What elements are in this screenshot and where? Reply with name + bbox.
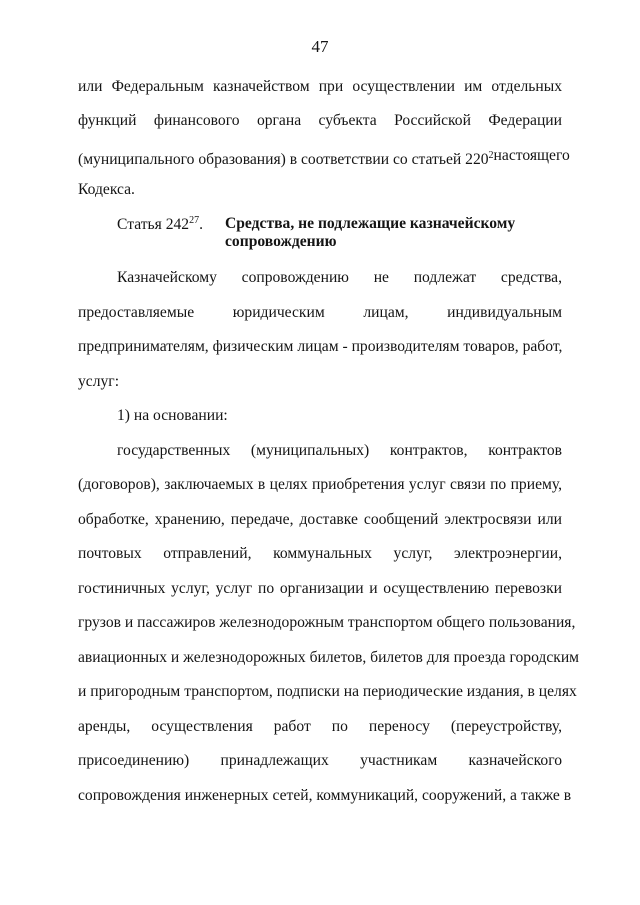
- article-label-text: Статья 242: [117, 216, 190, 233]
- page-number: 47: [311, 37, 329, 56]
- text-line: (договоров), заключаемых в целях приобретения услуг связи по приему,: [78, 476, 562, 493]
- article-label-dot: .: [199, 216, 204, 233]
- text-fragment: настоящего: [493, 147, 570, 164]
- text-line: присоединению) принадлежащих участникам казначейского: [78, 752, 562, 769]
- text-line: аренды, осуществления работ по переносу (переустройству,: [78, 718, 562, 735]
- text-line: 1) на основании:: [117, 407, 228, 424]
- article-title-line: сопровождению: [225, 233, 337, 250]
- text-line: почтовых отправлений, коммунальных услуг, электроэнергии,: [78, 545, 562, 562]
- text-line: сопровождения инженерных сетей, коммуникаций, сооружений, а также в: [78, 787, 572, 804]
- text-line: предпринимателям, физическим лицам - производителям товаров, работ,: [78, 338, 563, 355]
- article-number-superscript: 27: [189, 215, 200, 226]
- text-line: авиационных и железнодорожных билетов, билетов для проезда городским: [78, 649, 580, 666]
- text-line: и пригородным транспортом, подписки на периодические издания, в целях: [78, 683, 577, 700]
- text-line: гостиничных услуг, услуг по организации и осуществлению перевозки: [78, 580, 562, 597]
- text-line: обработке, хранению, передаче, доставке сообщений электросвязи или: [78, 511, 562, 528]
- text-line: функций финансового органа субъекта Российской Федерации: [78, 112, 562, 129]
- text-line: или Федеральным казначейством при осуществлении им отдельных: [78, 78, 562, 95]
- text-line: Кодекса.: [78, 181, 135, 198]
- text-line: грузов и пассажиров железнодорожным транспортом общего пользования,: [78, 614, 576, 631]
- text-line: Казначейскому сопровождению не подлежат средства,: [117, 269, 562, 286]
- footnote-superscript: 2: [488, 150, 494, 161]
- article-title-line: Средства, не подлежащие казначейскому: [225, 215, 516, 232]
- text-line: [78, 146, 570, 170]
- text-line: услуг:: [78, 373, 120, 390]
- text-fragment: (муниципального образования) в соответствии со статьей 220: [78, 151, 489, 168]
- article-title: [225, 215, 515, 251]
- text-line: предоставляемые юридическим лицам, индивидуальным: [78, 304, 562, 321]
- article-label: [117, 215, 203, 234]
- text-fragment: [78, 146, 494, 170]
- text-line: государственных (муниципальных) контрактов, контрактов: [117, 442, 562, 459]
